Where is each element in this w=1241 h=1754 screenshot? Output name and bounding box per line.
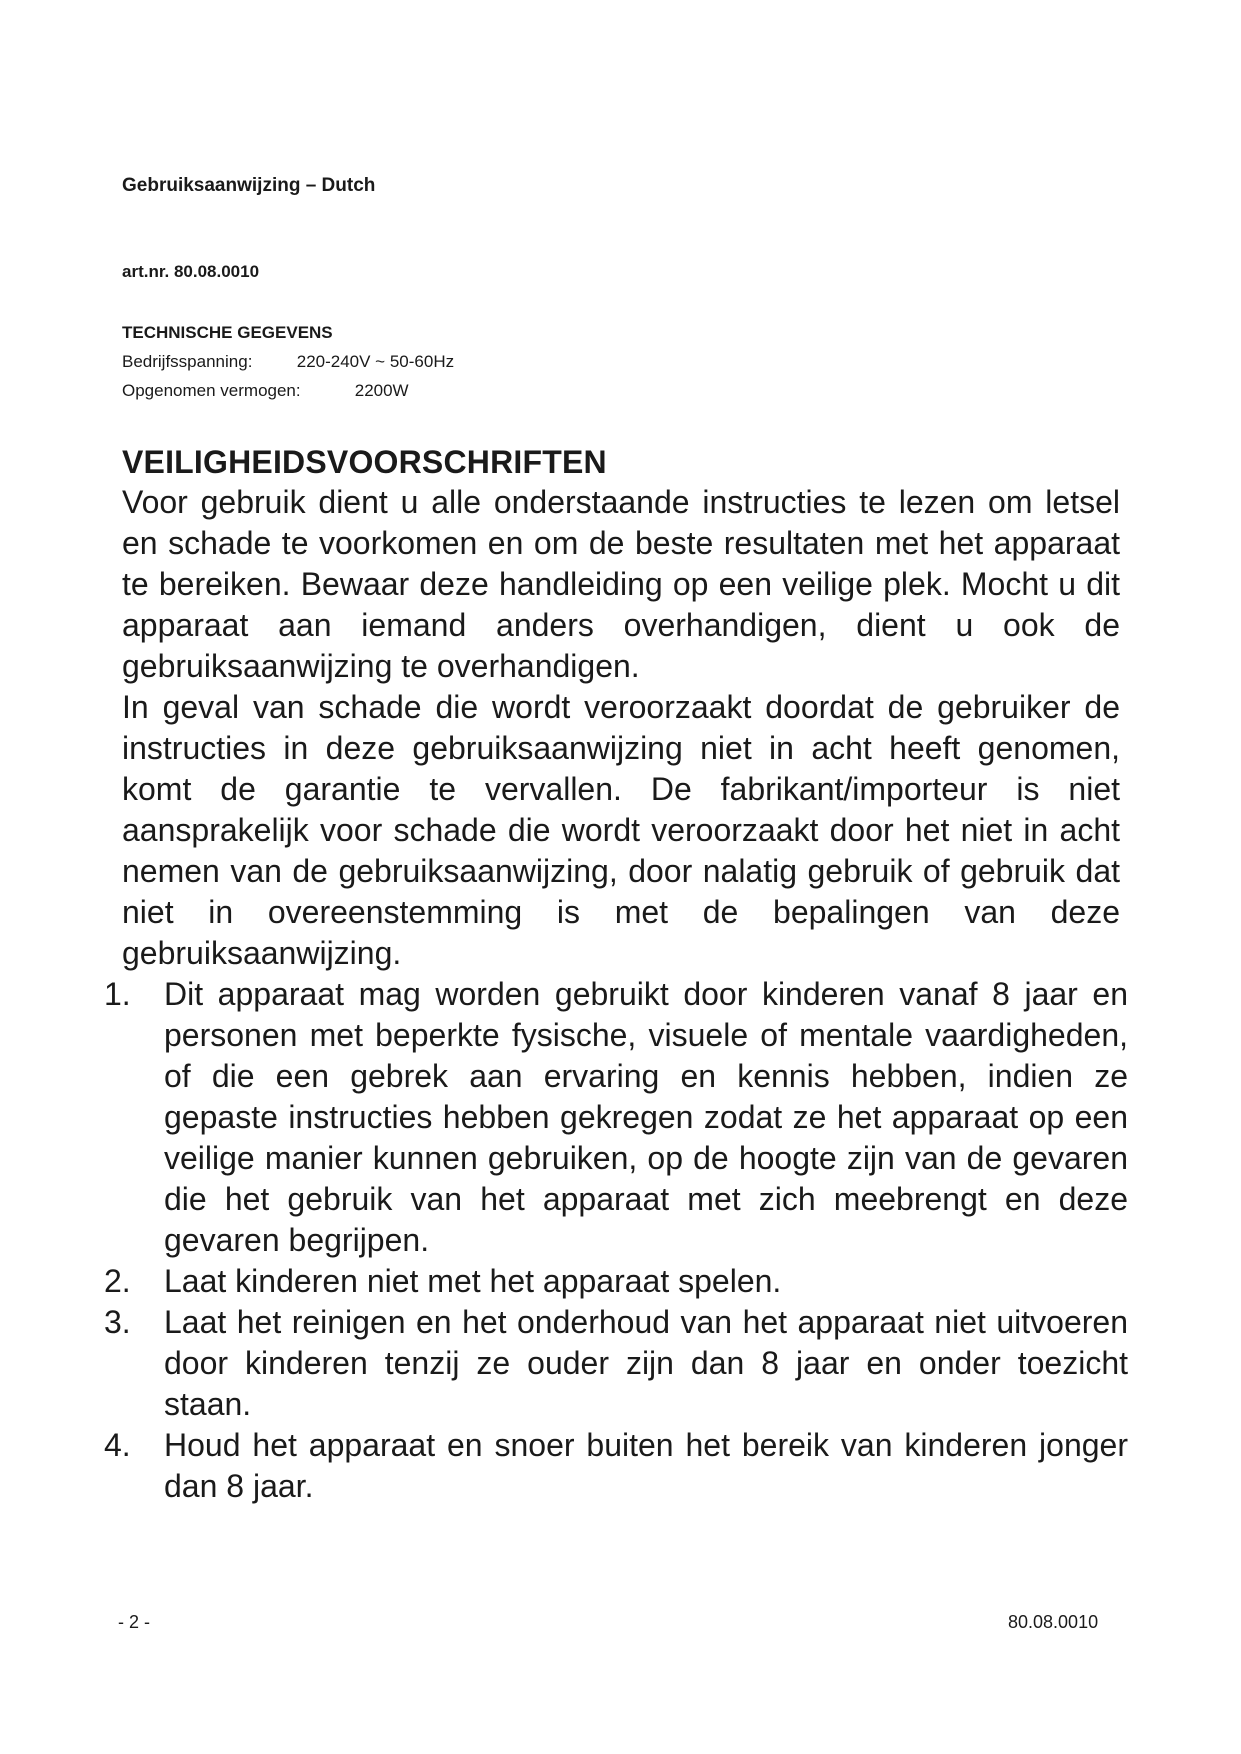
voltage-row	[122, 347, 454, 376]
power-row	[122, 376, 454, 405]
safety-paragraph-intro: Voor gebruik dient u alle onderstaande instructies te lezen om letsel en schade te voorkomen en om de beste resultaten met het apparaat te bereiken. Bewaar deze handleiding op een veilige plek. Mocht u dit apparaat aan iemand anders overhandigen, dient u ook de gebruiksaanwijzing te overhandigen.	[122, 484, 1120, 684]
document-title: Gebruiksaanwijzing – Dutch	[122, 175, 376, 196]
safety-rules-list	[104, 974, 1128, 1507]
safety-section	[104, 442, 1128, 1507]
footer-page-number: - 2 -	[118, 1612, 151, 1632]
power-label: Opgenomen vermogen:	[122, 381, 301, 400]
rule-text: Houd het apparaat en snoer buiten het bereik van kinderen jonger dan 8 jaar.	[164, 1427, 1128, 1504]
power-value: 2200W	[354, 381, 409, 400]
rule-number: 4.	[104, 1427, 131, 1463]
rule-number: 3.	[104, 1304, 131, 1340]
article-number: art.nr. 80.08.0010	[122, 262, 260, 281]
rule-number: 1.	[104, 976, 131, 1012]
safety-rule-item	[104, 974, 1128, 1261]
rule-number: 2.	[104, 1263, 131, 1299]
safety-paragraph-warranty: In geval van schade die wordt veroorzaakt doordat de gebruiker de instructies in deze gebruiksaanwijzing niet in acht heeft genomen, komt de garantie te vervallen. De fabrikant/importeur is niet aansprakelijk voor schade die wordt veroorzaakt door het niet in acht nemen van de gebruiksaanwijzing, door nalatig gebruik of gebruik dat niet in overeenstemming is met de bepalingen van deze gebruiksaanwijzing.	[122, 689, 1120, 971]
technical-data-section	[122, 318, 454, 405]
safety-heading: VEILIGHEIDSVOORSCHRIFTEN	[122, 444, 607, 480]
safety-rule-item	[104, 1425, 1128, 1507]
safety-rule-item	[104, 1302, 1128, 1425]
voltage-value: 220-240V ~ 50-60Hz	[296, 352, 455, 371]
rule-text: Laat het reinigen en het onderhoud van het apparaat niet uitvoeren door kinderen tenzij ze ouder zijn dan 8 jaar en onder toezicht staan.	[164, 1304, 1128, 1422]
rule-text: Dit apparaat mag worden gebruikt door kinderen vanaf 8 jaar en personen met beperkte fysische, visuele of mentale vaardigheden, of die een gebrek aan ervaring en kennis hebben, indien ze gepaste instructies hebben gekregen zodat ze het apparaat op een veilige manier kunnen gebruiken, op de hoogte zijn van de gevaren die het gebruik van het apparaat met zich meebrengt en deze gevaren begrijpen.	[164, 976, 1128, 1258]
rule-text: Laat kinderen niet met het apparaat spelen.	[164, 1263, 782, 1299]
footer-article-number: 80.08.0010	[1008, 1612, 1099, 1632]
technical-data-heading: TECHNISCHE GEGEVENS	[122, 323, 333, 342]
safety-rule-item	[104, 1261, 1128, 1302]
voltage-label: Bedrijfsspanning:	[122, 352, 253, 371]
